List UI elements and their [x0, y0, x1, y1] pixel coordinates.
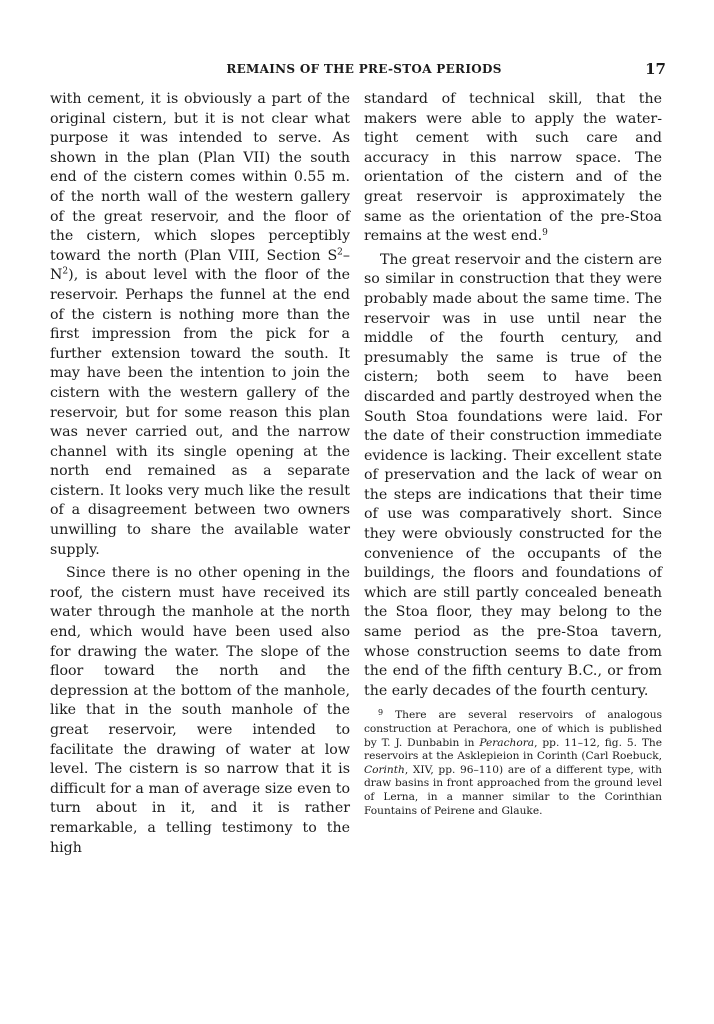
section-superscript-2: 2 [62, 266, 69, 277]
left-p1-text-a: with cement, it is obviously a part of the original cistern, but it is not clear what purpose it was intended to serve. As shown in the plan (Plan VII) the south end of the cistern comes within 0.55 m. of the north wall of the western gallery of the great reservoir, and the floor of the cistern, which slopes perceptibly toward the north (Plan VIII, Section S [50, 91, 350, 264]
footnote-text-1: There are several reservoirs of analogous construction at Perachora, one of which is published by T. J. Dunbabin in [364, 709, 663, 749]
right-column [364, 90, 662, 818]
left-paragraph-2: Since there is no other opening in the roof, the cistern must have received its water through the manhole at the north end, which would have been used also for drawing the water. The slope of the floor toward the north and the depression at the bottom of the manhole, like that in the south manhole of the great reservoir, were intended to facilitate the drawing of water at low level. The cistern is so narrow that it is difficult for a man of average size even to turn about in it, and it is rather remarkable, a telling testimony to the high [50, 565, 350, 856]
footnote-text-2: , pp. 11–12, fig. 5. The reservoirs at the Asklepieion in Corinth (Carl Roebuck, [364, 736, 662, 763]
footnote-reference: 9 [542, 228, 548, 239]
footnote [364, 709, 662, 818]
page-number: 17 [645, 60, 666, 78]
footnote-text-3: , XIV, pp. 96–110) are of a different type, with draw basins in front approached from the ground level of Lerna, in a manner similar to the Corinthian Fountains of Peirene and Glauke. [364, 763, 662, 817]
footnote-italic-corinth: Corinth [364, 763, 405, 776]
right-paragraph-2: The great reservoir and the cistern are so similar in construction that they were probably made about the same time. The reservoir was in use until near the middle of the fourth century, and presumably the same is true of the cistern; both seem to have been discarded and partly destroyed when the South Stoa foundations were laid. For the date of their construction immediate evidence is lacking. Their excellent state of preservation and the lack of wear on the steps are indications that their time of use was comparatively short. Since they were obviously constructed for the convenience of the occupants of the buildings, the floors and foundations of which are still partly concealed beneath the Stoa floor, they may belong to the same period as the pre-Stoa tavern, whose construction seems to date from the end of the fifth century B.C., or from the early decades of the fourth century. [364, 251, 662, 699]
right-paragraph-1 [364, 90, 662, 247]
left-p1-text-b: –N [50, 247, 350, 284]
running-head: REMAINS OF THE PRE-STOA PERIODS [226, 62, 502, 76]
footnote-mark: 9 [378, 708, 384, 718]
left-paragraph-1 [50, 90, 350, 560]
right-p1-text: standard of technical skill, that the makers were able to apply the water-tight cement with such care and accuracy in this narrow space. The orientation of the cistern and of the great reservoir is approximately the same as the orientation of the pre-Stoa remains at the west end. [364, 91, 662, 245]
section-superscript-1: 2 [337, 247, 343, 258]
footnote-italic-perachora: Perachora [479, 736, 535, 749]
left-column [50, 90, 350, 858]
left-p1-text-c: ), is about level with the floor of the reservoir. Perhaps the funnel at the end of the cistern is nothing more than the first impression from the pick for a further extension toward the south. It may have been the intention to join the cistern with the western gallery of the reservoir, but for some reason this plan was never carried out, and the narrow channel with its single opening at the north end remained as a separate cistern. It looks very much like the result of a disagreement between two owners unwilling to share the available water supply. [50, 267, 350, 558]
page-header [0, 62, 714, 80]
